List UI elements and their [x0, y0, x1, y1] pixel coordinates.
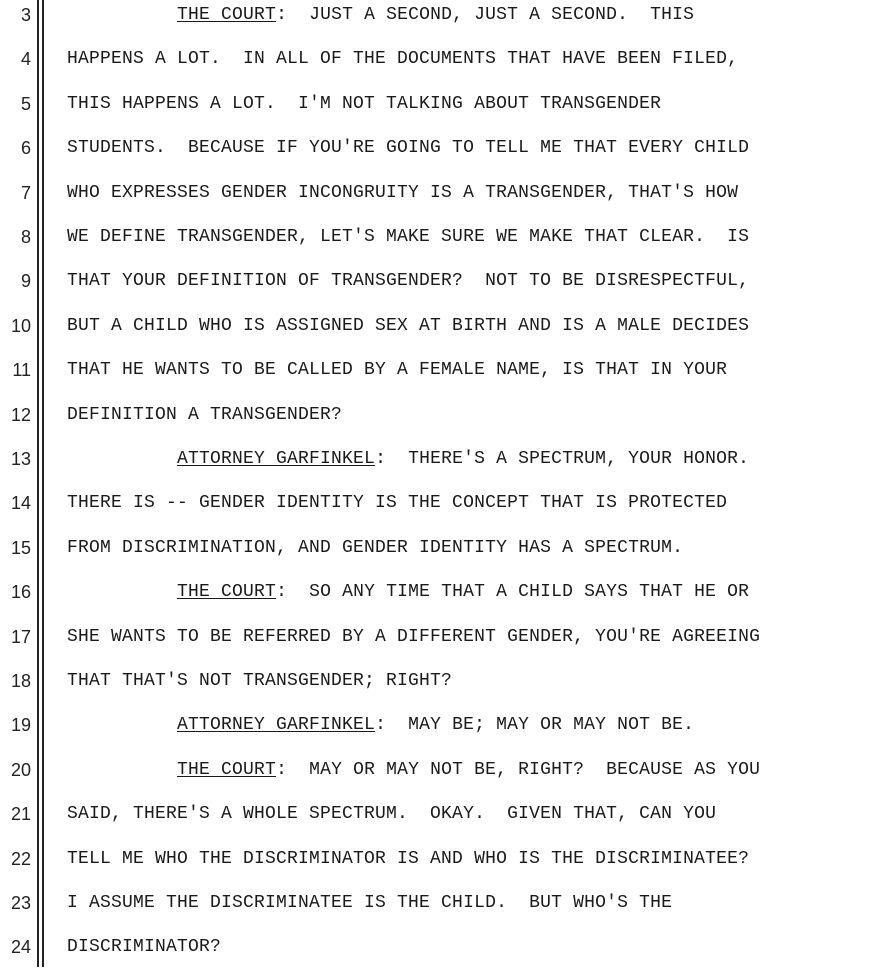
line-body: WHO EXPRESSES GENDER INCONGRUITY IS A TRANSGENDER, THAT'S HOW	[67, 182, 739, 203]
line-body: FROM DISCRIMINATION, AND GENDER IDENTITY HAS A SPECTRUM.	[67, 537, 684, 558]
line-text	[67, 666, 452, 696]
line-number: 14	[10, 493, 31, 514]
line-number: 18	[10, 671, 31, 691]
transcript-line	[0, 667, 873, 711]
line-body: I ASSUME THE DISCRIMINATEE IS THE CHILD. BUT WHO'S THE	[67, 893, 673, 913]
transcript-line	[0, 223, 873, 267]
line-text	[67, 710, 694, 740]
transcript-line	[0, 1, 873, 45]
speaker-name: ATTORNEY GARFINKEL	[177, 449, 376, 469]
line-text	[67, 932, 221, 962]
line-text	[67, 755, 760, 785]
line-body: THAT HE WANTS TO BE CALLED BY A FEMALE NAME, IS THAT IN YOUR	[67, 360, 728, 381]
speaker-name: THE COURT	[177, 759, 277, 780]
line-body: : SO ANY TIME THAT A CHILD SAYS THAT HE OR	[276, 582, 750, 603]
line-body: STUDENTS. BECAUSE IF YOU'RE GOING TO TELL ME THAT EVERY CHILD	[67, 138, 750, 159]
line-number: 3	[20, 5, 31, 25]
line-number: 11	[12, 360, 31, 381]
line-body: TELL ME WHO THE DISCRIMINATOR IS AND WHO IS THE DISCRIMINATEE?	[67, 848, 750, 869]
line-number: 15	[10, 537, 31, 558]
transcript-line	[0, 845, 873, 889]
line-number: 22	[10, 848, 31, 869]
line-number: 23	[10, 893, 31, 913]
transcript-line	[0, 134, 873, 178]
speaker-name: THE COURT	[177, 5, 277, 25]
line-number: 6	[20, 138, 31, 159]
line-text	[67, 266, 749, 296]
speaker-name: ATTORNEY GARFINKEL	[177, 715, 376, 736]
transcript-line	[0, 578, 873, 622]
line-number: 4	[20, 49, 31, 70]
line-text	[67, 355, 727, 385]
line-body: : MAY BE; MAY OR MAY NOT BE.	[375, 715, 695, 736]
line-body: WE DEFINE TRANSGENDER, LET'S MAKE SURE WE MAKE THAT CLEAR. IS	[67, 227, 750, 247]
line-text	[67, 311, 749, 341]
line-text	[67, 133, 749, 163]
line-number: 17	[10, 626, 31, 647]
paragraph-indent	[67, 5, 177, 25]
line-number: 12	[10, 404, 31, 425]
line-text	[67, 622, 760, 652]
speaker-name: THE COURT	[177, 582, 277, 603]
line-text	[67, 222, 749, 252]
transcript-line	[0, 711, 873, 755]
paragraph-indent	[67, 449, 177, 469]
line-text	[67, 844, 749, 874]
line-number: 19	[10, 715, 31, 736]
line-body: : THERE'S A SPECTRUM, YOUR HONOR.	[375, 449, 750, 469]
line-number: 13	[10, 449, 31, 469]
transcript-line	[0, 267, 873, 311]
line-text	[67, 577, 749, 607]
transcript-line	[0, 889, 873, 933]
line-body: THAT THAT'S NOT TRANSGENDER; RIGHT?	[67, 671, 453, 691]
line-number: 8	[20, 227, 31, 247]
transcript-line	[0, 445, 873, 489]
line-number: 9	[20, 271, 31, 292]
line-text	[67, 488, 727, 518]
line-text	[67, 888, 672, 918]
line-number: 20	[10, 759, 31, 780]
transcript-line	[0, 489, 873, 533]
line-text	[67, 44, 738, 74]
line-number: 7	[20, 182, 31, 203]
line-body: THERE IS -- GENDER IDENTITY IS THE CONCEPT THAT IS PROTECTED	[67, 493, 728, 514]
line-body: SHE WANTS TO BE REFERRED BY A DIFFERENT GENDER, YOU'RE AGREEING	[67, 626, 761, 647]
line-number: 5	[20, 93, 31, 114]
line-text	[67, 89, 661, 119]
transcript-line	[0, 401, 873, 445]
transcript-line	[0, 356, 873, 400]
paragraph-indent	[67, 715, 177, 735]
transcript-line	[0, 623, 873, 667]
line-text	[67, 400, 342, 430]
line-body: DEFINITION A TRANSGENDER?	[67, 404, 343, 425]
transcript-line	[0, 800, 873, 844]
line-number: 16	[10, 582, 31, 603]
line-text	[67, 533, 683, 563]
line-body: HAPPENS A LOT. IN ALL OF THE DOCUMENTS THAT HAVE BEEN FILED,	[67, 49, 739, 70]
transcript-line	[0, 534, 873, 578]
line-body: THIS HAPPENS A LOT. I'M NOT TALKING ABOUT TRANSGENDER	[67, 93, 662, 114]
line-text	[67, 799, 716, 829]
transcript-line	[0, 756, 873, 800]
line-number: 21	[10, 804, 31, 825]
transcript-line	[0, 933, 873, 977]
line-body: THAT YOUR DEFINITION OF TRANSGENDER? NOT TO BE DISRESPECTFUL,	[67, 271, 750, 292]
transcript-line	[0, 179, 873, 223]
line-body: : MAY OR MAY NOT BE, RIGHT? BECAUSE AS YOU	[276, 759, 761, 780]
paragraph-indent	[67, 582, 177, 602]
line-body: SAID, THERE'S A WHOLE SPECTRUM. OKAY. GIVEN THAT, CAN YOU	[67, 804, 717, 825]
line-body: BUT A CHILD WHO IS ASSIGNED SEX AT BIRTH AND IS A MALE DECIDES	[67, 315, 750, 336]
transcript-line	[0, 312, 873, 356]
paragraph-indent	[67, 760, 177, 780]
line-body: : JUST A SECOND, JUST A SECOND. THIS	[276, 5, 695, 25]
line-text	[67, 0, 694, 30]
line-body: DISCRIMINATOR?	[67, 937, 222, 958]
line-number: 24	[10, 937, 31, 958]
transcript-line	[0, 90, 873, 134]
line-number: 10	[10, 315, 31, 336]
transcript-line	[0, 45, 873, 89]
line-text	[67, 178, 738, 208]
line-text	[67, 444, 749, 474]
